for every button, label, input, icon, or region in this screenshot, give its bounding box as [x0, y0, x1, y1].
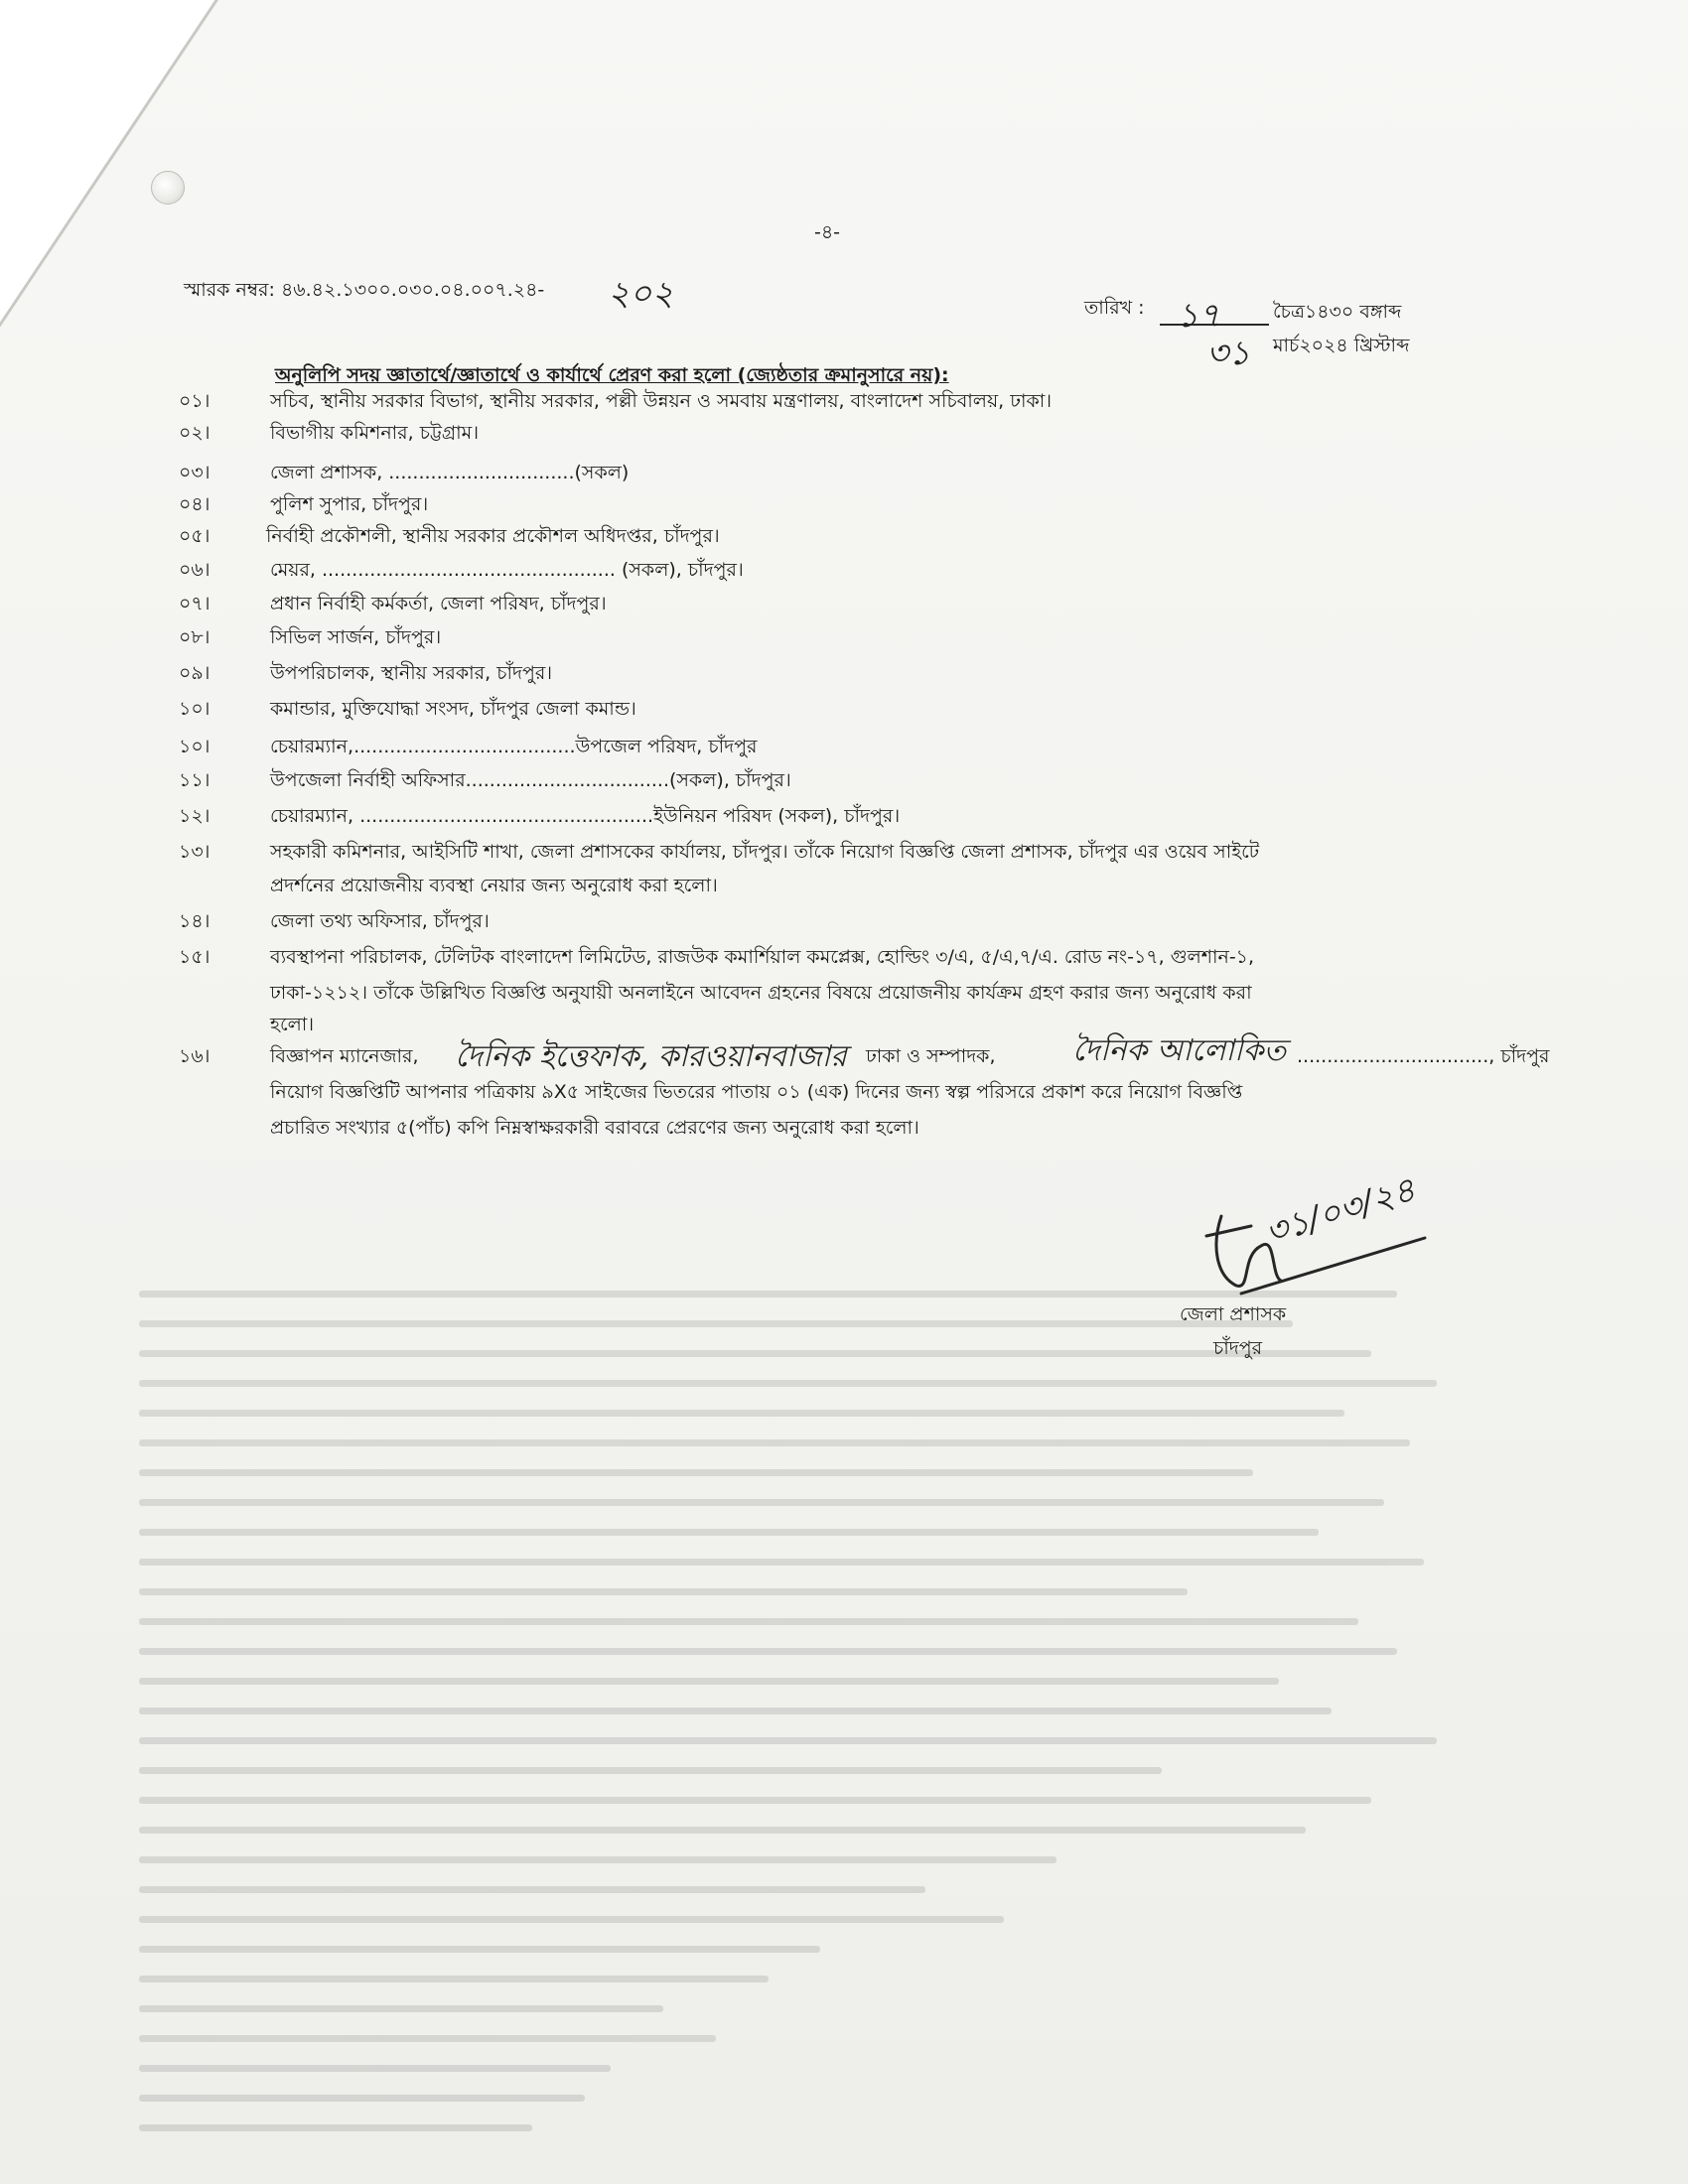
list-item-number: ০৪। — [179, 493, 211, 515]
date-bangla: চৈত্র১৪৩০ বঙ্গাব্দ — [1273, 301, 1402, 323]
date-label: তারিখ : — [1084, 297, 1145, 319]
list-item-number: ১৬। — [179, 1045, 211, 1067]
item16-middle: ঢাকা ও সম্পাদক, — [866, 1045, 996, 1067]
memo-number: স্মারক নম্বর: ৪৬.৪২.১৩০০.০৩০.০৪.০০৭.২৪- — [184, 279, 545, 301]
list-item: মেয়র, ................................................. (সকল), চাঁদপুর। — [270, 559, 744, 581]
memo-handwritten-number: ২০২ — [608, 274, 674, 314]
list-item: সিভিল সার্জন, চাঁদপুর। — [270, 626, 442, 648]
list-item: কমান্ডার, মুক্তিযোদ্ধা সংসদ, চাঁদপুর জেলা কমান্ড। — [270, 698, 636, 720]
list-item-continuation: হলো। — [270, 1014, 315, 1035]
list-item: সচিব, স্থানীয় সরকার বিভাগ, স্থানীয় সরকার, পল্লী উন্নয়ন ও সমবায় মন্ত্রণালয়, বাংলাদেশ সচিবালয়, ঢাকা। — [270, 390, 1053, 412]
list-item-continuation: প্রচারিত সংখ্যার ৫(পাঁচ) কপি নিম্নস্বাক্ষরকারী বরাবরে প্রেরণের জন্য অনুরোধ করা হলো। — [270, 1117, 919, 1139]
list-item-number: ১৩। — [179, 841, 211, 863]
list-item: বিভাগীয় কমিশনার, চট্টগ্রাম। — [270, 422, 480, 444]
list-item-number: ১২। — [179, 805, 211, 827]
list-item-number: ০৭। — [179, 593, 211, 614]
handwritten-newspaper-1: দৈনিক ইত্তেফাক, কারওয়ানবাজার — [455, 1039, 847, 1074]
list-item-number: ০৮। — [179, 626, 211, 648]
signatory-district: চাঁদপুর — [1213, 1337, 1263, 1359]
signatory-designation: জেলা প্রশাসক — [1180, 1303, 1287, 1325]
list-item-continuation: প্রদর্শনের প্রয়োজনীয় ব্যবস্থা নেয়ার জন্য অনুরোধ করা হলো। — [270, 875, 718, 896]
list-item: চেয়ারম্যান,.....................................উপজেল পরিষদ, চাঁদপুর — [270, 736, 758, 757]
list-item-number: ০৫। — [179, 525, 211, 547]
list-item: নির্বাহী প্রকৌশলী, স্থানীয় সরকার প্রকৌশল অধিদপ্তর, চাঁদপুর। — [266, 525, 720, 547]
list-item: চেয়ারম্যান, .................................................ইউনিয়ন পরিষদ (সকল), চাঁদপুর। — [270, 805, 901, 827]
date-handwritten-english-day: ৩১ — [1206, 334, 1251, 373]
signature-date: ৩১/০৩/২৪ — [1260, 1169, 1421, 1253]
list-item-number: ১১। — [179, 769, 211, 791]
list-item-number: ১৪। — [179, 910, 211, 932]
list-item-number: ১০। — [179, 736, 211, 757]
list-item: ব্যবস্থাপনা পরিচালক, টেলিটক বাংলাদেশ লিমিটেড, রাজউক কমার্শিয়াল কমপ্লেক্স, হোল্ডিং ৩/এ, ৫/এ,৭/এ. রোড নং-১৭, গুলশান-১, — [270, 946, 1255, 968]
list-item-number: ০২। — [179, 422, 211, 444]
punch-hole — [151, 171, 185, 205]
item16-prefix: বিজ্ঞাপন ম্যানেজার, — [270, 1045, 419, 1067]
bleed-through-text — [139, 1291, 1450, 2164]
date-handwritten-bangla-day: ১৭ — [1177, 296, 1221, 336]
page-number: -৪- — [814, 221, 841, 243]
copy-heading: অনুলিপি সদয় জ্ঞাতার্থে/জ্ঞাতার্থে ও কার্যার্থে প্রেরণ করা হলো (জ্যেষ্ঠতার ক্রমানুসারে নয়): — [275, 364, 949, 386]
date-english: মার্চ২০২৪ খ্রিস্টাব্দ — [1273, 335, 1410, 356]
handwritten-newspaper-2: দৈনিক আলোকিত — [1072, 1033, 1287, 1068]
list-item-number: ০১। — [179, 390, 211, 412]
list-item-continuation: নিয়োগ বিজ্ঞপ্তিটি আপনার পত্রিকায় ৯X৫ সাইজের ভিতরের পাতায় ০১ (এক) দিনের জন্য স্বল্প পরিসরে প্রকাশ করে নিয়োগ বিজ্ঞপ্তি — [270, 1081, 1243, 1103]
list-item: উপজেলা নির্বাহী অফিসার..................................(সকল), চাঁদপুর। — [270, 769, 791, 791]
list-item: সহকারী কমিশনার, আইসিটি শাখা, জেলা প্রশাসকের কার্যালয়, চাঁদপুর। তাঁকে নিয়োগ বিজ্ঞপ্তি জেলা প্রশাসক, চাঁদপুর এর ওয়েব সাইটে — [270, 841, 1260, 863]
list-item: প্রধান নির্বাহী কর্মকর্তা, জেলা পরিষদ, চাঁদপুর। — [270, 593, 607, 614]
list-item-number: ০৬। — [179, 559, 211, 581]
item16-suffix: ................................, চাঁদপুর — [1297, 1045, 1550, 1067]
list-item: জেলা প্রশাসক, ...............................(সকল) — [270, 462, 630, 483]
list-item: উপপরিচালক, স্থানীয় সরকার, চাঁদপুর। — [270, 662, 553, 684]
list-item: জেলা তথ্য অফিসার, চাঁদপুর। — [270, 910, 490, 932]
list-item-number: ০৩। — [179, 462, 211, 483]
list-item: পুলিশ সুপার, চাঁদপুর। — [270, 493, 429, 515]
list-item-number: ১৫। — [179, 946, 211, 968]
list-item-number: ১০। — [179, 698, 211, 720]
list-item-number: ০৯। — [179, 662, 211, 684]
list-item-continuation: ঢাকা-১২১২। তাঁকে উল্লিখিত বিজ্ঞপ্তি অনুযায়ী অনলাইনে আবেদন গ্রহনের বিষয়ে প্রয়োজনীয় কার্যক্রম গ্রহণ করার জন্য অনুরোধ করা — [270, 982, 1252, 1004]
